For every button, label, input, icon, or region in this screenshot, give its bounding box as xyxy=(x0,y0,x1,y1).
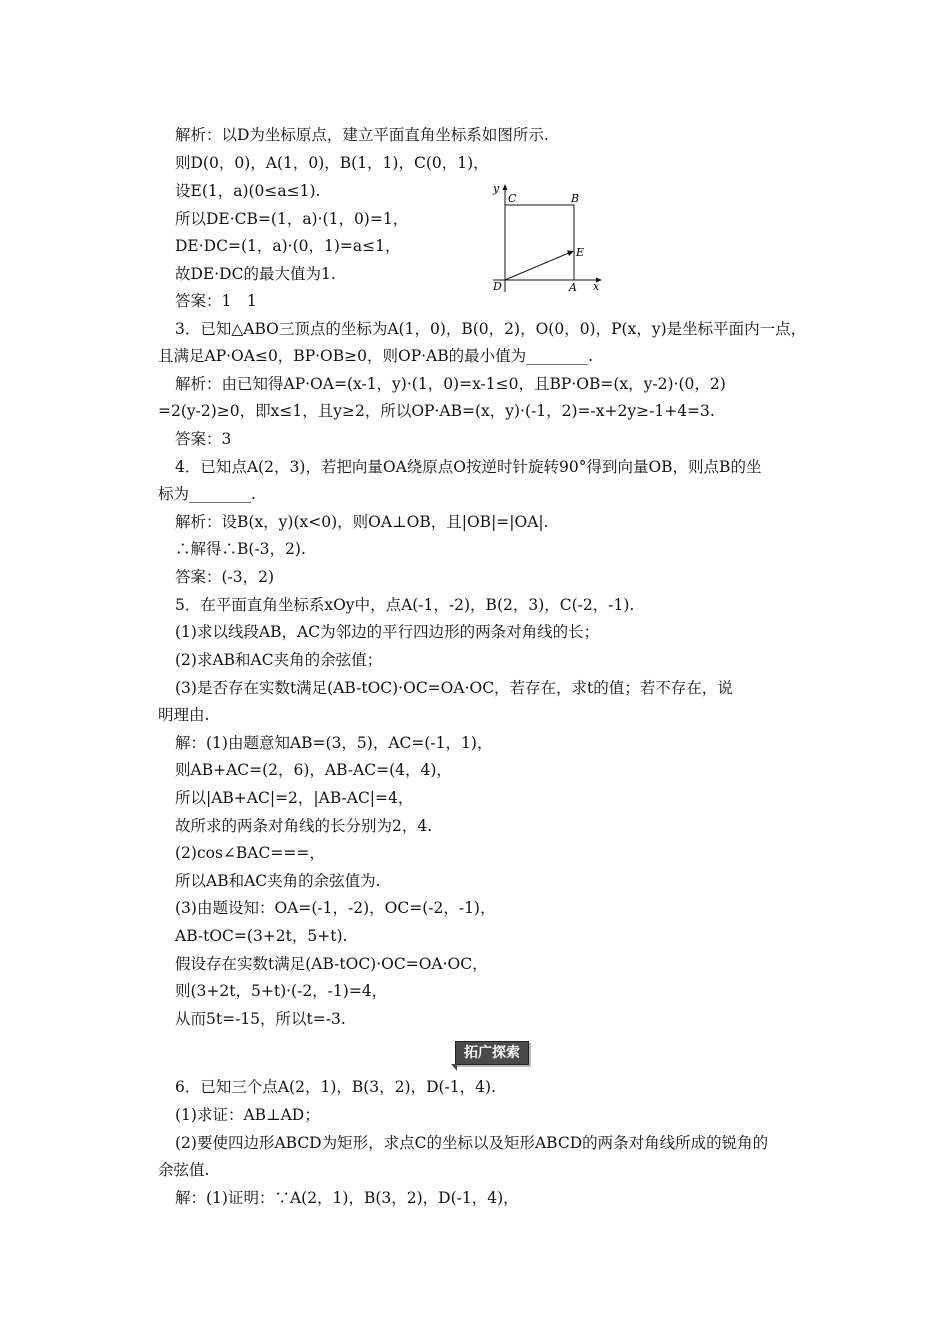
text-line: 解析：由已知得AP·OA=(x-1，y)·(1，0)=x-1≤0，且BP·OB=(x，y-2)·(0，2) xyxy=(175,375,726,393)
text-line: 解：(1)证明：∵A(2，1)，B(3，2)，D(-1，4)， xyxy=(175,1189,519,1207)
text-line: 标为________. xyxy=(158,485,256,503)
text-line: 故所求的两条对角线的长分别为2，4. xyxy=(175,817,433,835)
text-line: 答案：3 xyxy=(175,430,232,448)
label-e: E xyxy=(576,246,585,259)
coordinate-figure xyxy=(485,180,610,295)
text-line: (1)求以线段AB，AC为邻边的平行四边形的两条对角线的长； xyxy=(175,623,600,641)
text-line: (2)cos∠BAC===， xyxy=(175,844,325,862)
text-line: 解：(1)由题意知AB=(3，5)，AC=(-1，1)， xyxy=(175,734,493,752)
vector-de-arrow xyxy=(567,251,574,257)
text-line: 则D(0，0)，A(1，0)，B(1，1)，C(0，1)， xyxy=(175,154,489,172)
text-line: 所以DE·CB=(1，a)·(1，0)=1， xyxy=(175,210,409,228)
text-line: 4．已知点A(2，3)，若把向量OA绕原点O按逆时针旋转90°得到向量OB，则点B的坐 xyxy=(175,458,762,476)
text-line: 且满足AP·OA≤0，BP·OB≥0，则OP·AB的最小值为________. xyxy=(158,347,594,365)
text-line: DE·DC=(1，a)·(0，1)=a≤1， xyxy=(175,237,401,255)
text-line: 则AB+AC=(2，6)，AB-AC=(4，4)， xyxy=(175,761,452,779)
label-a: A xyxy=(569,281,577,294)
label-b: B xyxy=(571,192,580,205)
text-line: 所以AB和AC夹角的余弦值为. xyxy=(175,872,381,890)
text-line: 所以|AB+AC|=2，|AB-AC|=4， xyxy=(175,789,414,807)
label-y: y xyxy=(493,182,500,195)
text-line: (2)求AB和AC夹角的余弦值； xyxy=(175,651,383,669)
text-line: 余弦值. xyxy=(158,1161,210,1179)
text-line: 3．已知△ABO三顶点的坐标为A(1，0)，B(0，2)，O(0，0)，P(x，y)是坐标平面内一点， xyxy=(175,320,807,338)
text-line: AB-tOC=(3+2t，5+t). xyxy=(175,927,348,945)
text-line: 明理由. xyxy=(158,706,210,724)
text-line: 解析：设B(x，y)(x<0)，则OA⊥OB，且|OB|=|OA|. xyxy=(175,513,549,531)
text-line: 5．在平面直角坐标系xOy中，点A(-1，-2)，B(2，3)，C(-2，-1). xyxy=(175,596,635,614)
text-line: =2(y-2)≥0，即x≤1，且y≥2，所以OP·AB=(x，y)·(-1，2)=-x+2y≥-1+4=3. xyxy=(158,402,715,420)
text-line: 解析：以D为坐标原点，建立平面直角坐标系如图所示. xyxy=(175,126,549,144)
text-line: (3)由题设知：OA=(-1，-2)，OC=(-2，-1)， xyxy=(175,899,496,917)
text-line: 故DE·DC的最大值为1. xyxy=(175,265,336,283)
label-d: D xyxy=(493,280,502,293)
text-line: 答案：(-3，2) xyxy=(175,568,275,586)
label-x: x xyxy=(593,280,600,293)
square-abcd xyxy=(505,205,574,280)
text-line: 假设存在实数t满足(AB-tOC)·OC=OA·OC， xyxy=(175,955,488,973)
section-badge: 拓广探索 xyxy=(455,1041,529,1065)
text-line: (3)是否存在实数t满足(AB-tOC)·OC=OA·OC，若存在，求t的值；若不存在，说 xyxy=(175,679,733,697)
text-line: (2)要使四边形ABCD为矩形，求点C的坐标以及矩形ABCD的两条对角线所成的锐角的 xyxy=(175,1134,769,1152)
label-c: C xyxy=(508,192,517,205)
text-line: 答案：1 1 xyxy=(175,292,257,310)
text-line: 从而5t=-15，所以t=-3. xyxy=(175,1010,346,1028)
text-line: 则(3+2t，5+t)·(-2，-1)=4， xyxy=(175,982,388,1000)
text-line: (1)求证：AB⊥AD； xyxy=(175,1106,320,1124)
y-axis-arrow xyxy=(503,184,508,190)
text-line: 设E(1，a)(0≤a≤1). xyxy=(175,182,321,200)
text-line: 6．已知三个点A(2，1)，B(3，2)，D(-1，4). xyxy=(175,1078,496,1096)
text-line: ∴解得∴B(-3，2). xyxy=(175,540,306,558)
vector-de xyxy=(505,252,571,280)
